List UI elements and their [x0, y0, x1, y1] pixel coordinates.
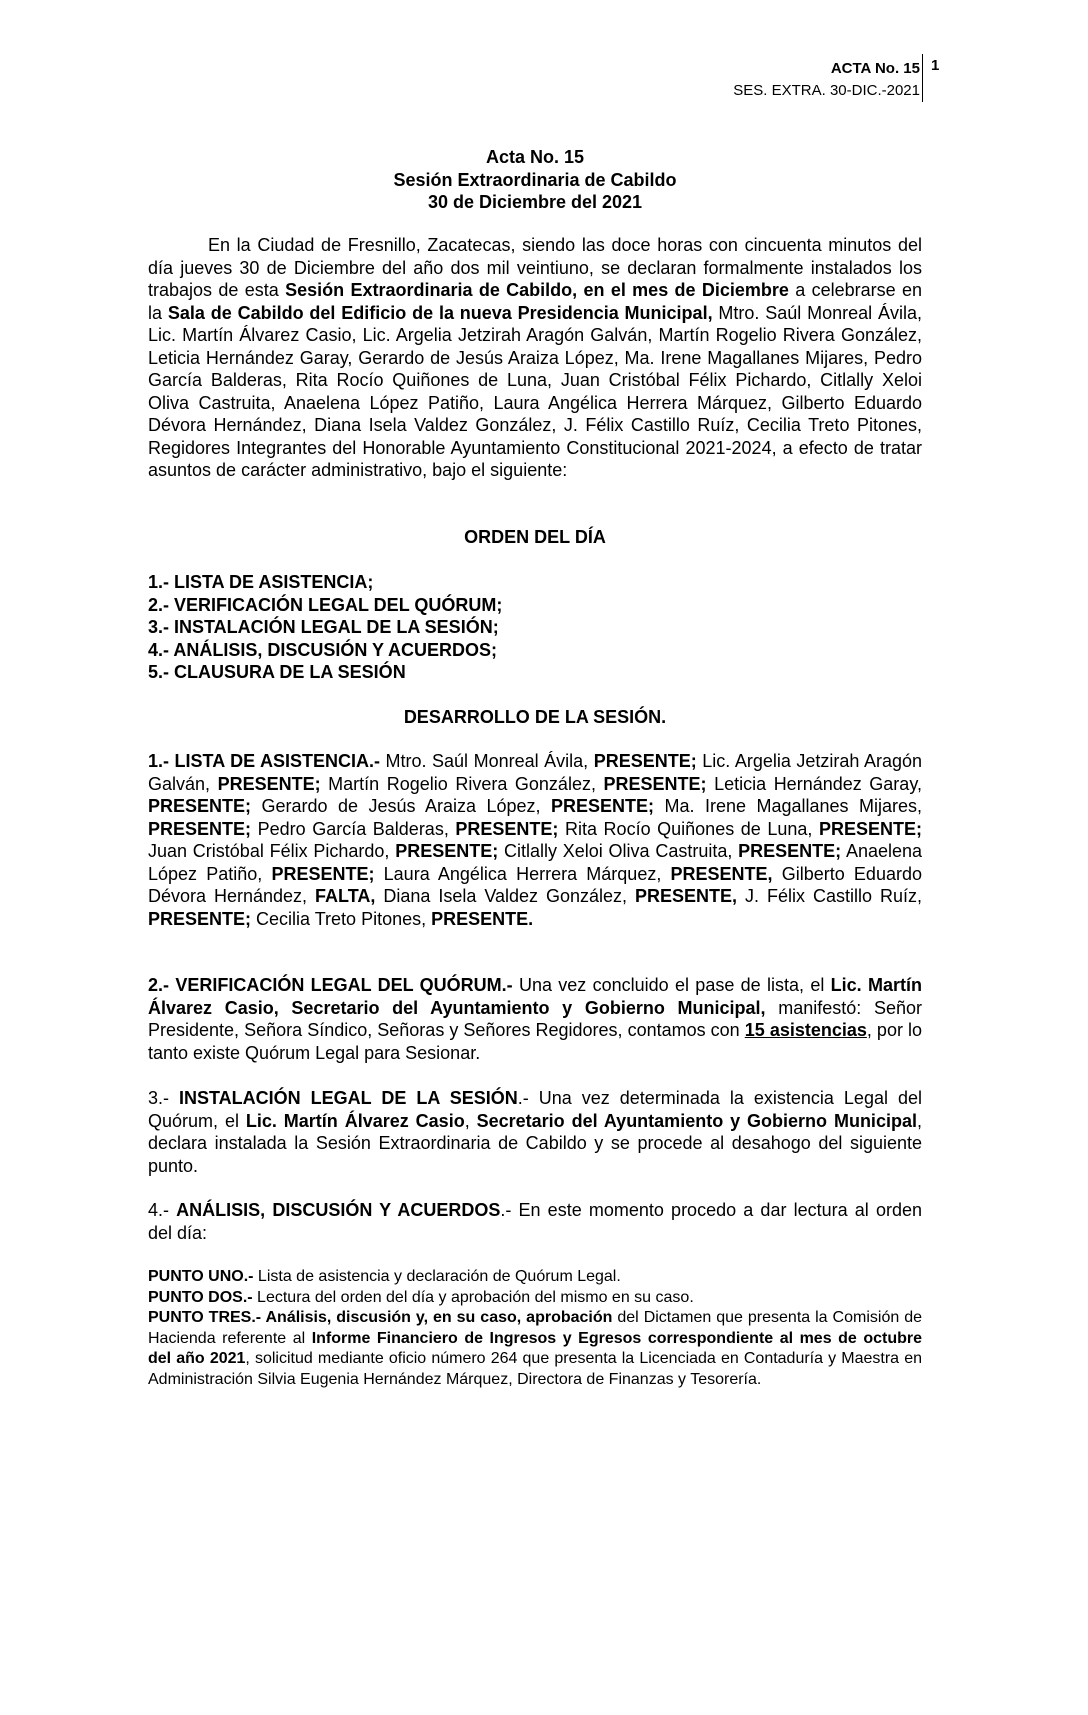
- text-run: Leticia Hernández Garay,: [706, 773, 922, 794]
- text-run: J. Félix Castillo Ruíz,: [737, 886, 922, 906]
- orden-item: 5.- CLAUSURA DE LA SESIÓN: [148, 662, 406, 682]
- text-run: Rita Rocío Quiñones de Luna,: [558, 818, 819, 839]
- text-run: Una vez concluido el pase de lista, el: [512, 975, 831, 995]
- title-line: 30 de Diciembre del 2021: [427, 192, 643, 212]
- title-line: Acta No. 15: [485, 147, 585, 167]
- text-run: Ma. Irene Magallanes Mijares,: [654, 796, 923, 816]
- text-run: Lectura del orden del día y aprobación del mismo en su caso.: [252, 1288, 694, 1306]
- bold-text: PRESENTE.: [431, 908, 534, 929]
- bold-text: PRESENTE;: [738, 841, 842, 861]
- bold-text: Lic. Martín Álvarez Casio: [245, 1110, 465, 1131]
- text-run: .- En este momento procedo a dar lectura al orden del día:: [148, 1200, 922, 1243]
- bold-text: PRESENTE;: [455, 818, 559, 839]
- session-date: SES. EXTRA. 30-DIC.-2021: [733, 82, 920, 99]
- text-run: Citlally Xeloi Oliva Castruita,: [498, 841, 739, 861]
- text-run: Gilberto Eduardo Dévora Hernández,: [148, 863, 922, 906]
- text-run: Mtro. Saúl Monreal Ávila,: [379, 751, 594, 771]
- orden-item: 1.- LISTA DE ASISTENCIA;: [148, 572, 374, 592]
- bold-text: Sala de Cabildo del Edificio de la nueva Presidencia Municipal,: [167, 302, 713, 323]
- bold-text: 2.- VERIFICACIÓN LEGAL DEL QUÓRUM.-: [148, 975, 513, 995]
- orden-item: 4.- ANÁLISIS, DISCUSIÓN Y ACUERDOS;: [148, 639, 498, 660]
- bold-text: PRESENTE;: [395, 841, 499, 861]
- bold-text: Secretario del Ayuntamiento y Gobierno Municipal: [476, 1110, 917, 1131]
- text-run: Lic. Argelia Jetzirah Aragón Galván,: [148, 751, 922, 794]
- puntos-paragraph: [148, 1267, 922, 1390]
- bold-text: PRESENTE;: [217, 773, 321, 794]
- text-run: Mtro. Saúl Monreal Ávila, Lic. Martín Álvarez Casio, Lic. Argelia Jetzirah Aragón Galván, Martín Rogelio Rivera González, Leticia Hernández Garay, Gerardo de Jesús Araiza López, Ma. Irene Magallanes Mijares, Pedro García Balderas, Rita Rocío Quiñones de Luna, Juan Cristóbal Félix Pichardo, Citlally Xeloi Oliva Castruita, Anaelena López Patiño, Laura Angélica Herrera Márquez, Gilberto Eduardo Dévora Hernández, Diana Isela Valdez González, J. Félix Castillo Ruíz, Cecilia Treto Pitones, Regidores Integrantes del Honorable Ayuntamiento Constitucional 2021-2024, a efecto de tratar asuntos de carácter administrativo, bajo el siguiente:: [148, 302, 923, 480]
- bold-text: PUNTO UNO.-: [148, 1268, 254, 1285]
- bold-text: ANÁLISIS, DISCUSIÓN Y ACUERDOS: [176, 1200, 501, 1220]
- orden-item: 3.- INSTALACIÓN LEGAL DE LA SESIÓN;: [148, 617, 499, 637]
- analisis-paragraph: [148, 1199, 922, 1244]
- text-run: Anaelena López Patiño,: [148, 841, 923, 884]
- intro-paragraph: [148, 234, 922, 482]
- text-run: .- Una vez determinada la existencia Legal del Quórum, el: [148, 1088, 922, 1131]
- running-header: [733, 58, 920, 102]
- text-run: 3.-: [148, 1088, 180, 1108]
- bold-text: PRESENTE;: [603, 773, 707, 794]
- bold-text: PRESENTE;: [818, 818, 922, 839]
- title-line: Sesión Extraordinaria de Cabildo: [393, 169, 677, 190]
- document-title: [148, 146, 922, 214]
- text-run: ,: [464, 1110, 477, 1131]
- bold-text: PRESENTE;: [148, 908, 252, 929]
- instalacion-paragraph: [148, 1087, 922, 1177]
- text-run: , declara instalada la Sesión Extraordinaria de Cabildo y se procede al desahogo del siguiente punto.: [148, 1110, 922, 1176]
- text-run: Gerardo de Jesús Araiza López,: [251, 796, 551, 816]
- bold-text: PRESENTE;: [271, 863, 375, 884]
- bold-text: 1.- LISTA DE ASISTENCIA.-: [148, 751, 380, 771]
- bold-text: Sesión Extraordinaria de Cabildo, en el mes de Diciembre: [285, 280, 789, 300]
- text-run: En la Ciudad de Fresnillo, Zacatecas, siendo las doce horas con cincuenta minutos del día jueves 30 de Diciembre del año dos mil veintiuno, se declaran formalmente instalados los trabajos de esta: [148, 235, 922, 300]
- bold-text: PRESENTE;: [148, 796, 252, 816]
- bold-text: PRESENTE;: [148, 818, 252, 839]
- text-run: , solicitud mediante oficio número 264 que presenta la Licenciada en Contaduría y Maestra en Administración Silvia Eugenia Hernández Márquez, Directora de Finanzas y Tesorería.: [148, 1350, 922, 1388]
- orden-heading: ORDEN DEL DÍA: [464, 527, 606, 547]
- text-run: Pedro García Balderas,: [251, 818, 456, 839]
- lista-asistencia-paragraph: [148, 750, 922, 930]
- bold-text: FALTA,: [315, 886, 376, 906]
- bold-text: PRESENTE,: [670, 863, 773, 884]
- text-run: 4.-: [148, 1200, 177, 1220]
- verificacion-quorum-paragraph: [148, 974, 922, 1064]
- text-run: Diana Isela Valdez González,: [375, 886, 636, 906]
- bold-text: PUNTO DOS.-: [148, 1288, 253, 1306]
- page-number: 1: [922, 54, 939, 102]
- text-run: Laura Angélica Herrera Márquez,: [374, 863, 671, 884]
- text-run: Martín Rogelio Rivera González,: [320, 773, 604, 794]
- text-run: Juan Cristóbal Félix Pichardo,: [148, 841, 396, 861]
- bold-text: PUNTO TRES.- Análisis, discusión y, en su caso, aprobación: [148, 1309, 613, 1326]
- text-run: manifestó: Señor Presidente, Señora Síndico, Señoras y Señores Regidores, contamos con: [148, 997, 922, 1040]
- bold-text: INSTALACIÓN LEGAL DE LA SESIÓN: [179, 1088, 518, 1108]
- bold-text: Informe Financiero de Ingresos y Egresos correspondiente al mes de octubre del año 2021: [148, 1329, 923, 1367]
- bold-text: PRESENTE,: [635, 886, 738, 906]
- bold-text: PRESENTE;: [593, 751, 697, 771]
- bold-text: 15 asistencias: [744, 1020, 867, 1040]
- text-run: a celebrarse en la: [148, 280, 922, 323]
- desarrollo-heading: DESARROLLO DE LA SESIÓN.: [403, 707, 667, 727]
- bold-text: PRESENTE;: [551, 796, 655, 816]
- text-run: del Dictamen que presenta la Comisión de Hacienda referente al: [148, 1309, 922, 1347]
- text-run: Cecilia Treto Pitones,: [251, 908, 432, 929]
- acta-number: ACTA No. 15: [830, 60, 920, 77]
- orden-item: 2.- VERIFICACIÓN LEGAL DEL QUÓRUM;: [148, 594, 503, 615]
- text-run: , por lo tanto existe Quórum Legal para Sesionar.: [148, 1020, 923, 1063]
- orden-list: [148, 571, 922, 684]
- bold-text: Lic. Martín Álvarez Casio, Secretario del Ayuntamiento y Gobierno Municipal,: [148, 975, 922, 1018]
- text-run: Lista de asistencia y declaración de Quórum Legal.: [253, 1268, 621, 1285]
